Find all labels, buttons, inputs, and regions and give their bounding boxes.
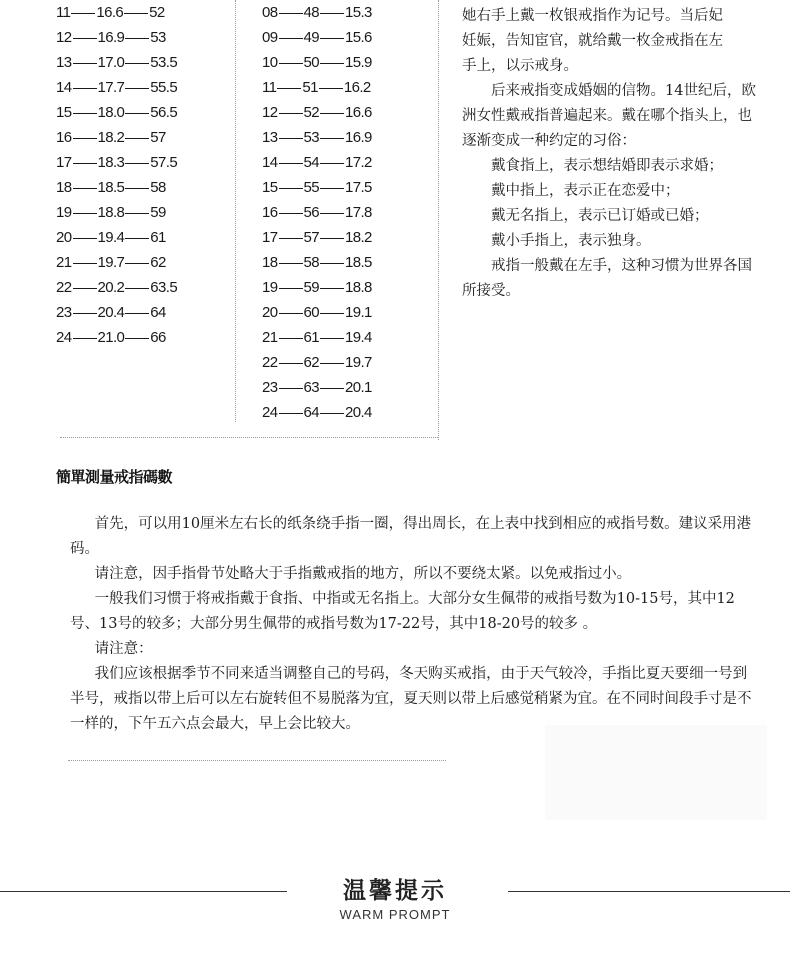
size-cell: 55.5 [150,79,178,96]
row-dash-separator [279,163,303,164]
size-table-row [262,25,372,50]
size-table-row [262,300,372,325]
size-cell: 24 [262,404,278,421]
size-table-row [56,200,177,225]
size-cell: 16.9 [97,29,125,46]
table-bottom-divider [60,437,438,438]
size-cell: 53 [150,29,166,46]
size-cell: 63.5 [150,279,178,296]
size-cell: 11 [56,4,71,21]
size-cell: 64 [150,304,166,321]
row-dash-separator [320,13,344,14]
size-table-row [262,350,372,375]
faint-watermark-area [545,725,767,820]
row-dash-separator [320,38,344,39]
size-cell: 59 [150,204,166,221]
footer-subtitle: WARM PROMPT [339,907,451,922]
row-dash-separator [320,188,344,189]
size-cell: 14 [56,79,72,96]
size-cell: 19 [56,204,72,221]
row-dash-separator [73,188,97,189]
size-cell: 56 [303,204,319,221]
size-cell: 18.8 [97,204,125,221]
size-table-row [262,250,372,275]
size-cell: 58 [150,179,166,196]
row-dash-separator [320,413,344,414]
size-cell: 57.5 [150,154,178,171]
size-table-row [262,175,372,200]
size-table-row [56,175,177,200]
size-cell: 20 [56,229,72,246]
row-dash-separator [73,88,97,89]
row-dash-separator [125,288,149,289]
measure-section-title: 簡單測量戒指碼數 [56,468,173,486]
size-cell: 23 [56,304,72,321]
size-cell: 21 [56,254,72,271]
row-dash-separator [320,338,344,339]
size-cell: 61 [150,229,166,246]
row-dash-separator [125,213,149,214]
row-dash-separator [279,288,303,289]
row-dash-separator [73,238,97,239]
measure-bottom-divider [68,760,446,761]
size-cell: 16.6 [96,4,124,21]
row-dash-separator [279,138,303,139]
size-table-row [56,275,177,300]
size-table-row [262,225,372,250]
size-cell: 19.7 [345,354,372,371]
row-dash-separator [319,88,343,89]
size-cell: 17.5 [345,179,372,196]
custom-ring-finger: 戴无名指上，表示已订婚或已婚； [491,208,709,224]
history-line-2: 妊娠，告知宦官，就给戴一枚金戒指在左 [462,33,723,49]
measure-paragraph-1: 首先，可以用10厘米左右长的纸条绕手指一圈，得出周长，在上表中找到相应的戒指号数。建议采用港码。 [70,516,752,557]
size-cell: 55 [303,179,319,196]
size-cell: 22 [56,279,72,296]
size-table-row [56,50,177,75]
size-cell: 20.4 [97,304,125,321]
size-cell: 09 [262,29,278,46]
row-dash-separator [73,338,97,339]
row-dash-separator [73,138,97,139]
size-cell: 62 [150,254,166,271]
size-cell: 23 [262,379,278,396]
size-cell: 17.8 [345,204,372,221]
footer-line-right [508,891,790,892]
row-dash-separator [320,138,344,139]
measure-paragraph-2: 请注意，因手指骨节处略大于手指戴戒指的地方，所以不要绕太紧。以免戒指过小。 [94,566,632,582]
size-table-row [56,150,177,175]
size-cell: 18.0 [97,104,125,121]
measure-note-label: 请注意： [94,641,153,657]
size-table-row [262,375,372,400]
size-cell: 66 [150,329,166,346]
row-dash-separator [73,163,97,164]
size-cell: 14 [262,154,278,171]
row-dash-separator [73,213,97,214]
row-dash-separator [320,63,344,64]
size-cell: 15.9 [345,54,372,71]
history-line-3: 手上，以示戒身。 [462,58,578,74]
size-cell: 15 [56,104,72,121]
size-cell: 59 [303,279,319,296]
size-table-row [262,0,372,25]
size-cell: 53.5 [150,54,178,71]
row-dash-separator [279,413,303,414]
size-cell: 19.4 [97,229,125,246]
measure-paragraph-3: 一般我们习惯于将戒指戴于食指、中指或无名指上。大部分女生佩带的戒指号数为10-15号，其中12号、13号的较多；大部分男生佩带的戒指号数为17-22号，其中18-20号的较多 。 [70,591,735,632]
row-dash-separator [125,263,149,264]
row-dash-separator [125,338,149,339]
history-line-1: 她右手上戴一枚银戒指作为记号。当后妃 [462,8,723,24]
size-cell: 16.6 [345,104,372,121]
size-cell: 20.2 [97,279,125,296]
row-dash-separator [320,288,344,289]
measure-instructions [70,512,760,737]
size-cell: 15.6 [345,29,372,46]
size-cell: 13 [56,54,72,71]
size-cell: 19 [262,279,278,296]
size-cell: 49 [303,29,319,46]
size-table-row [56,125,177,150]
size-cell: 17 [56,154,72,171]
size-table-row [262,325,372,350]
size-table-row [56,0,177,25]
row-dash-separator [125,113,149,114]
row-dash-separator [73,263,97,264]
row-dash-separator [125,63,149,64]
size-cell: 13 [262,129,278,146]
row-dash-separator [320,213,344,214]
size-cell: 10 [262,54,278,71]
size-cell: 19.7 [97,254,125,271]
custom-middle-finger: 戴中指上，表示正在恋爱中； [491,183,680,199]
size-table-row [262,50,372,75]
size-cell: 18.5 [345,254,372,271]
history-paragraph-2: 后来戒指变成婚姻的信物。14世纪后，欧洲女性戴戒指普遍起来。戴在哪个指头上，也逐渐变成一种约定的习俗： [462,83,756,149]
row-dash-separator [279,188,303,189]
size-cell: 48 [303,4,319,21]
row-dash-separator [279,38,303,39]
row-dash-separator [320,313,344,314]
row-dash-separator [279,238,303,239]
size-cell: 51 [302,79,318,96]
row-dash-separator [279,313,303,314]
size-cell: 20.4 [345,404,372,421]
size-table-row [56,325,177,350]
row-dash-separator [73,113,97,114]
size-cell: 08 [262,4,278,21]
size-cell: 57 [303,229,319,246]
size-cell: 18.3 [97,154,125,171]
size-cell: 21 [262,329,278,346]
size-table-row [56,25,177,50]
row-dash-separator [71,13,95,14]
size-table-row [56,100,177,125]
row-dash-separator [320,238,344,239]
size-table-row [262,200,372,225]
row-dash-separator [279,63,303,64]
size-cell: 20 [262,304,278,321]
size-cell: 16 [56,129,72,146]
size-table-row [262,125,372,150]
size-table-row [262,100,372,125]
row-dash-separator [73,63,97,64]
size-table-left [56,0,177,350]
size-cell: 17.7 [97,79,125,96]
row-dash-separator [125,238,149,239]
history-paragraph-3: 戒指一般戴在左手，这种习惯为世界各国所接受。 [462,258,752,299]
size-cell: 52 [303,104,319,121]
row-dash-separator [279,388,303,389]
size-table-row [56,75,177,100]
row-dash-separator [125,88,149,89]
size-cell: 18.5 [97,179,125,196]
row-dash-separator [320,363,344,364]
size-cell: 17.2 [345,154,372,171]
size-table-row [56,225,177,250]
custom-index-finger: 戴食指上，表示想结婚即表示求婚； [491,158,723,174]
size-cell: 12 [262,104,278,121]
table-divider-right [438,0,439,440]
size-cell: 18.2 [97,129,125,146]
size-table-row [262,400,372,425]
row-dash-separator [279,13,303,14]
size-cell: 58 [303,254,319,271]
size-cell: 20.1 [345,379,372,396]
size-cell: 15.3 [345,4,372,21]
size-table-right [262,0,372,425]
row-dash-separator [320,263,344,264]
size-cell: 18.2 [345,229,372,246]
row-dash-separator [320,163,344,164]
row-dash-separator [125,163,149,164]
row-dash-separator [73,288,97,289]
size-cell: 52 [149,4,165,21]
ring-history-text [462,0,758,304]
size-cell: 15 [262,179,278,196]
row-dash-separator [279,363,303,364]
row-dash-separator [320,388,344,389]
row-dash-separator [73,38,97,39]
size-cell: 21.0 [97,329,125,346]
size-cell: 17 [262,229,278,246]
size-cell: 19.1 [345,304,372,321]
size-cell: 11 [262,79,277,96]
row-dash-separator [320,113,344,114]
size-cell: 24 [56,329,72,346]
custom-little-finger: 戴小手指上，表示独身。 [491,233,651,249]
size-cell: 22 [262,354,278,371]
size-table-row [262,75,372,100]
measure-paragraph-4: 我们应该根据季节不同来适当调整自己的号码，冬天购买戒指，由于天气较冷，手指比夏天要细一号到半号，戒指以带上后可以左右旋转但不易脱落为宜，夏天则以带上后感觉稍紧为宜。在不同时间段手寸是不一样的，下午五六点会最大，早上会比较大。 [70,666,752,732]
size-cell: 18.8 [345,279,372,296]
size-cell: 50 [303,54,319,71]
row-dash-separator [73,313,97,314]
size-cell: 16.2 [343,79,371,96]
size-cell: 18 [262,254,278,271]
size-cell: 62 [303,354,319,371]
size-cell: 60 [303,304,319,321]
size-cell: 57 [150,129,166,146]
size-cell: 64 [303,404,319,421]
row-dash-separator [279,213,303,214]
size-table-row [262,275,372,300]
row-dash-separator [279,263,303,264]
row-dash-separator [125,188,149,189]
row-dash-separator [279,338,303,339]
row-dash-separator [125,38,149,39]
size-table-row [56,250,177,275]
size-table-row [56,300,177,325]
table-divider-middle [235,0,236,422]
footer-title: 温馨提示 [343,877,447,904]
size-cell: 53 [303,129,319,146]
footer-line-left [0,891,287,892]
row-dash-separator [125,138,149,139]
row-dash-separator [125,313,149,314]
size-cell: 18 [56,179,72,196]
size-cell: 12 [56,29,72,46]
size-cell: 56.5 [150,104,178,121]
size-cell: 63 [303,379,319,396]
size-cell: 17.0 [97,54,125,71]
row-dash-separator [277,88,301,89]
size-cell: 61 [303,329,319,346]
size-cell: 54 [303,154,319,171]
row-dash-separator [279,113,303,114]
size-table-row [262,150,372,175]
row-dash-separator [124,13,148,14]
size-cell: 16 [262,204,278,221]
size-cell: 19.4 [345,329,372,346]
size-cell: 16.9 [345,129,372,146]
